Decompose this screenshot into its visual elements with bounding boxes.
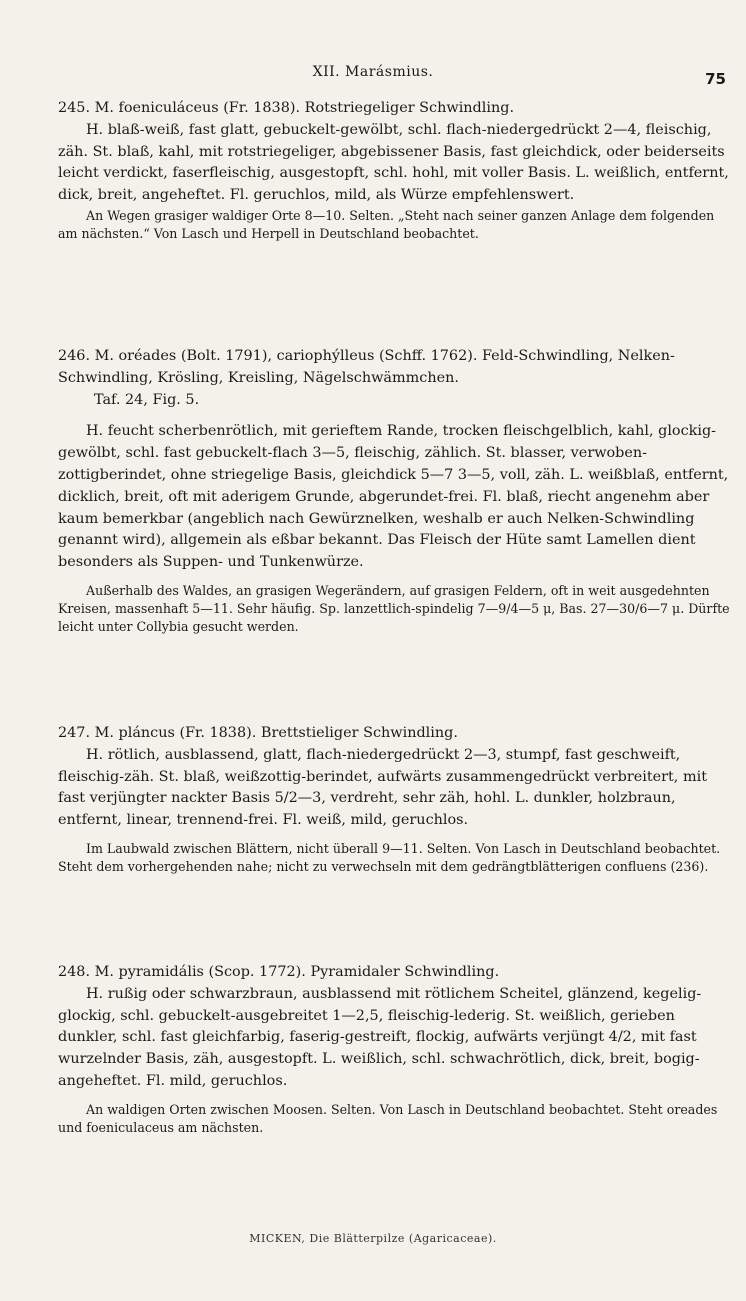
page-number: 75 xyxy=(705,70,726,88)
entry-heading: 247. M. pláncus (Fr. 1838). Brettstieliger Schwindling. xyxy=(58,725,458,741)
entry-description: H. rußig oder schwarzbraun, ausblassend mit rötlichem Scheitel, glänzend, kegelig-glockig, schl. gebuckelt-ausgebreitet 1—2,5, fleischig-lederig. St. weißlich, gerieben dunkler, schl. fast gleichfarbig, faserig-gestreift, flockig, aufwärts verjüngt 4/2, mit fast wurzelnder Basis, zäh, ausgestopft. L. weißlich, schl. schwachrötlich, dick, breit, bogig-angeheftet. Fl. mild, geruchlos. xyxy=(58,985,702,1089)
entry-247 xyxy=(58,723,730,876)
entry-245 xyxy=(58,98,730,243)
entry-heading: 248. M. pyramidális (Scop. 1772). Pyramidaler Schwindling. xyxy=(58,964,500,980)
entry-description: H. blaß-weiß, fast glatt, gebuckelt-gewölbt, schl. flach-niedergedrückt 2—4, fleischig, zäh. St. blaß, kahl, mit rotstriegeliger, abgebissener Basis, fast gleichdick, oder beiderseits leicht verdickt, faserfleischig, ausgestopft, schl. hohl, mit voller Basis. L. weißlich, entfernt, dick, breit, angeheftet. Fl. geruchlos, mild, als Würze empfehlenswert. xyxy=(58,121,729,204)
page-footer: MICKEN, Die Blätterpilze (Agaricaceae). xyxy=(249,1232,497,1245)
entry-habitat-note: Außerhalb des Waldes, an grasigen Wegerändern, auf grasigen Feldern, oft in weit ausgedehnten Kreisen, massenhaft 5—11. Sehr häufig. Sp. lanzettlich-spindelig 7—9/4—5 μ, Bas. 27—30/6—7 μ. Dürfte leicht unter Collybia gesucht werden. xyxy=(58,582,730,634)
entry-description: H. feucht scherbenrötlich, mit gerieftem Rande, trocken fleischgelblich, kahl, glockig-gewölbt, schl. fast gebuckelt-flach 3—5, fleischig, zählich. St. blasser, verwoben-zottigberindet, ohne striegelige Basis, gleichdick 5—7 3—5, voll, zäh. L. weißblaß, entfernt, dicklich, breit, oft mit aderigem Grunde, abgerundet-frei. Fl. blaß, riecht angenehm aber kaum bemerkbar (angeblich nach Gewürznelken, weshalb er auch Nelken-Schwindling genannt wird), allgemein als eßbar bekannt. Das Fleisch der Hüte samt Lamellen dient besonders als Suppen- und Tunkenwürze. xyxy=(58,423,729,571)
entry-habitat-note: Im Laubwald zwischen Blättern, nicht überall 9—11. Selten. Von Lasch in Deutschland beobachtet. Steht dem vorhergehenden nahe; nicht zu verwechseln mit dem gedrängtblätterigen confluens (236). xyxy=(58,840,721,874)
entry-246 xyxy=(58,346,730,636)
entry-habitat-note: An waldigen Orten zwischen Moosen. Selten. Von Lasch in Deutschland beobachtet. Steht oreades und foeniculaceus am nächsten. xyxy=(58,1101,718,1135)
plate-reference: Taf. 24, Fig. 5. xyxy=(94,391,200,408)
entry-heading: 245. M. foeniculáceus (Fr. 1838). Rotstriegeliger Schwindling. xyxy=(58,100,515,116)
entry-habitat-note: An Wegen grasiger waldiger Orte 8—10. Selten. „Steht nach seiner ganzen Anlage dem folgenden am nächsten.“ Von Lasch und Herpell in Deutschland beobachtet. xyxy=(58,207,715,241)
entry-248 xyxy=(58,962,730,1137)
running-head-title: XII. Marásmius. xyxy=(312,64,434,80)
running-head xyxy=(0,62,746,88)
entry-description: H. rötlich, ausblassend, glatt, flach-niedergedrückt 2—3, stumpf, fast geschweift, fleischig-zäh. St. blaß, weißzottig-berindet, aufwärts zusammengedrückt verbreitert, mit fast verjüngter nackter Basis 5/2—3, verdreht, sehr zäh, hohl. L. dunkler, holzbraun, entfernt, linear, trennend-frei. Fl. weiß, mild, geruchlos. xyxy=(58,746,707,829)
entry-heading: 246. M. oréades (Bolt. 1791), cariophýlleus (Schff. 1762). Feld-Schwindling, Nelken-Schwindling, Krösling, Kreisling, Nägelschwämmchen. xyxy=(58,348,675,386)
